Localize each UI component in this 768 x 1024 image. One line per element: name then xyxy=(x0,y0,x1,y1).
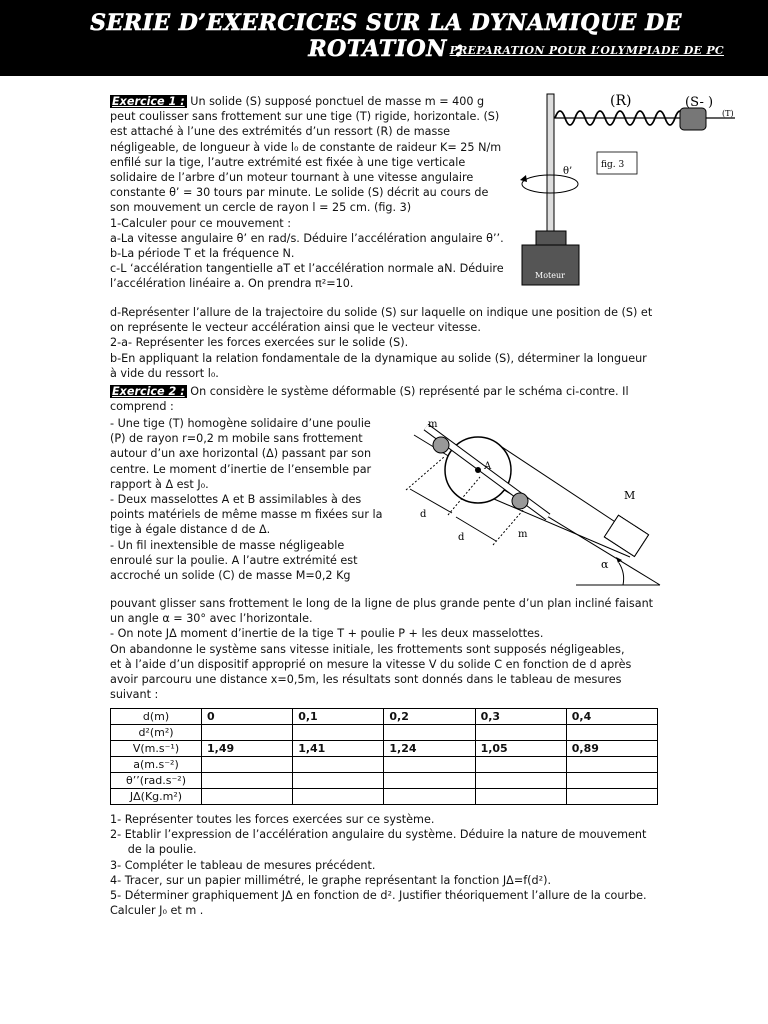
label-m-top: m xyxy=(428,419,438,430)
exercise-2-questions xyxy=(110,812,670,918)
ex2-line: - Une tige (T) homogène solidaire d’une poulie xyxy=(110,417,371,430)
ex2-line: avoir parcouru une distance x=0,5m, les résultats sont donnés dans le tableau de mesures xyxy=(110,673,622,687)
table-cell xyxy=(293,789,384,805)
ex1-line: constante θ’ = 30 tours par minute. Le solide (S) décrit au cours de xyxy=(110,186,489,200)
ex1-line: à vide du ressort l₀. xyxy=(110,366,219,380)
measurement-table xyxy=(110,708,658,805)
label-d1: d xyxy=(420,509,427,520)
ex1-line: d-Représenter l’allure de la trajectoire du solide (S) sur laquelle on indique une position de (S) et xyxy=(110,306,653,319)
page-title: SERIE D’EXERCICES SUR LA DYNAMIQUE DE ROTATION : xyxy=(90,10,682,62)
ex2-line: un angle α = 30° avec l’horizontale. xyxy=(110,612,313,626)
table-cell xyxy=(384,725,475,741)
ex2-line: centre. Le moment d’inertie de l’ensemble par xyxy=(110,462,372,476)
ex2-line: On abandonne le système sans vitesse initiale, les frottements sont supposés négligeables, xyxy=(110,642,625,656)
table-cell xyxy=(475,725,566,741)
table-cell: 1,49 xyxy=(202,741,293,757)
label-S: (S- ) xyxy=(685,95,714,110)
header-banner xyxy=(0,0,768,76)
table-cell: 1,05 xyxy=(475,741,566,757)
table-cell xyxy=(566,725,657,741)
label-theta: θ’ xyxy=(563,166,573,177)
table-row xyxy=(111,773,658,789)
table-cell: θ’’(rad.s⁻²) xyxy=(111,773,202,789)
solid-S xyxy=(680,108,706,130)
table-cell: a(m.s⁻²) xyxy=(111,757,202,773)
ex2-line: suivant : xyxy=(110,688,159,702)
ex1-line: l’accélération linéaire a. On prendra π²=10. xyxy=(110,277,354,291)
table-row xyxy=(111,725,658,741)
ex1-line: est attaché à l’une des extrémités d’un ressort (R) de masse xyxy=(110,125,451,139)
ex1-line: a-La vitesse angulaire θ’ en rad/s. Déduire l’accélération angulaire θ’’. xyxy=(110,231,504,245)
motor-top xyxy=(536,231,566,245)
table-cell: 0,2 xyxy=(384,709,475,725)
exercise-1 xyxy=(110,94,510,292)
ex2-line: (P) de rayon r=0,2 m mobile sans frottement xyxy=(110,432,363,446)
page-subtitle: PREPARATION POUR L’OLYMPIADE DE PC xyxy=(449,44,724,57)
label-R: (R) xyxy=(610,93,632,109)
exercise-2-components xyxy=(110,416,400,583)
table-row xyxy=(111,757,658,773)
question-line: de la poulie. xyxy=(110,843,197,857)
label-motor: Moteur xyxy=(535,271,565,280)
question-line: 1- Représenter toutes les forces exercées sur ce système. xyxy=(110,813,435,826)
label-M: M xyxy=(624,489,636,502)
exercise-2-label: Exercice 2 : xyxy=(112,385,185,398)
figure-3-rotating-spring xyxy=(515,88,740,288)
exercise-1-cont xyxy=(110,305,670,381)
table-cell: d(m) xyxy=(111,709,202,725)
solid-C xyxy=(604,515,648,556)
table-cell xyxy=(566,789,657,805)
ex1-line: 1-Calculer pour ce mouvement : xyxy=(110,216,292,230)
table-cell xyxy=(202,757,293,773)
ex2-line: - On note JΔ moment d’inertie de la tige T + poulie P + les deux masselottes. xyxy=(110,627,544,641)
question-line: 4- Tracer, sur un papier millimétré, le graphe représentant la fonction JΔ=f(d²). xyxy=(110,873,552,887)
ex2-line: autour d’un axe horizontal (Δ) passant par son xyxy=(110,447,372,461)
table-cell xyxy=(202,725,293,741)
table-cell xyxy=(475,757,566,773)
label-m-bottom: m xyxy=(518,529,528,540)
ex1-line: 2-a- Représenter les forces exercées sur le solide (S). xyxy=(110,336,409,350)
ex2-line: enroulé sur la poulie. A l’autre extrémité est xyxy=(110,553,358,567)
ex1-line: son mouvement un cercle de rayon l = 25 cm. (fig. 3) xyxy=(110,201,412,215)
ex1-line: c-L ‘accélération tangentielle aT et l’accélération normale aN. Déduire xyxy=(110,262,504,276)
table-cell xyxy=(566,773,657,789)
table-cell xyxy=(566,757,657,773)
ex2-line: - Deux masselottes A et B assimilables à des xyxy=(110,493,362,507)
table-cell: V(m.s⁻¹) xyxy=(111,741,202,757)
label-fig3: fig. 3 xyxy=(601,160,625,170)
table-cell xyxy=(293,773,384,789)
ex2-line: - Un fil inextensible de masse négligeable xyxy=(110,538,345,552)
table-cell xyxy=(384,789,475,805)
table-cell: d²(m²) xyxy=(111,725,202,741)
table-cell xyxy=(202,789,293,805)
ex1-line: solidaire de l’arbre d’un moteur tournant à une vitesse angulaire xyxy=(110,171,474,185)
ex1-line: peut coulisser sans frottement sur une tige (T) rigide, horizontale. (S) xyxy=(110,110,500,124)
ex2-line: points matériels de même masse m fixées sur la xyxy=(110,508,383,522)
table-cell: 0,89 xyxy=(566,741,657,757)
ex2-line: pouvant glisser sans frottement le long de la ligne de plus grande pente d’un plan incliné faisant xyxy=(110,597,654,610)
question-line: 2- Etablir l’expression de l’accélération angulaire du système. Déduire la nature de mouvement xyxy=(110,828,647,842)
ex1-line: négligeable, de longueur à vide l₀ de constante de raideur K= 25 N/m xyxy=(110,140,502,154)
table-row xyxy=(111,741,658,757)
table-cell xyxy=(384,757,475,773)
ex1-line: on représente le vecteur accélération ainsi que le vecteur vitesse. xyxy=(110,321,481,335)
ex2-line: et à l’aide d’un dispositif approprié on mesure la vitesse V du solide C en fonction de d après xyxy=(110,657,632,671)
ex2-line: accroché un solide (C) de masse M=0,2 Kg xyxy=(110,569,351,583)
table-cell xyxy=(293,757,384,773)
label-T: (T) xyxy=(722,109,734,118)
table-cell: 0,4 xyxy=(566,709,657,725)
label-d2: d xyxy=(458,532,465,543)
label-A: A xyxy=(484,461,492,472)
question-line: 3- Compléter le tableau de mesures précédent. xyxy=(110,858,376,872)
label-alpha: α xyxy=(601,558,609,571)
table-cell: 1,41 xyxy=(293,741,384,757)
table-cell xyxy=(475,789,566,805)
ex1-line: Exercice 1 : Un solide (S) supposé ponctuel de masse m = 400 g xyxy=(112,95,485,108)
table-cell: 0 xyxy=(202,709,293,725)
ex1-line: b-La période T et la fréquence N. xyxy=(110,247,295,261)
figure-pulley-incline xyxy=(398,415,668,595)
question-line: Calculer J₀ et m . xyxy=(110,904,204,918)
masselotte-top xyxy=(433,437,449,453)
ex2-line: comprend : xyxy=(110,400,174,414)
table-cell xyxy=(293,725,384,741)
table-cell xyxy=(384,773,475,789)
ex1-line: b-En appliquant la relation fondamentale de la dynamique au solide (S), déterminer la longueur xyxy=(110,351,647,365)
table-cell: 0,1 xyxy=(293,709,384,725)
exercise-1-label: Exercice 1 : xyxy=(112,95,185,108)
question-line: 5- Déterminer graphiquement JΔ en fonction de d². Justifier théoriquement l’allure de la courbe. xyxy=(110,889,647,903)
ex2-line: Exercice 2 : On considère le système déformable (S) représenté par le schéma ci-contre. Il xyxy=(112,385,629,398)
exercise-2-cont xyxy=(110,596,670,702)
table-cell: JΔ(Kg.m²) xyxy=(111,789,202,805)
table-cell: 0,3 xyxy=(475,709,566,725)
table-cell: 1,24 xyxy=(384,741,475,757)
exercise-2 xyxy=(110,384,670,414)
masselotte-bottom xyxy=(512,493,528,509)
table-cell xyxy=(202,773,293,789)
table-row xyxy=(111,709,658,725)
table-cell xyxy=(475,773,566,789)
ex2-line: rapport à Δ est J₀. xyxy=(110,477,209,491)
table-row xyxy=(111,789,658,805)
ex2-line: tige à égale distance d de Δ. xyxy=(110,523,271,537)
ex1-line: enfilé sur la tige, l’autre extrémité est fixée à une tige verticale xyxy=(110,155,466,169)
